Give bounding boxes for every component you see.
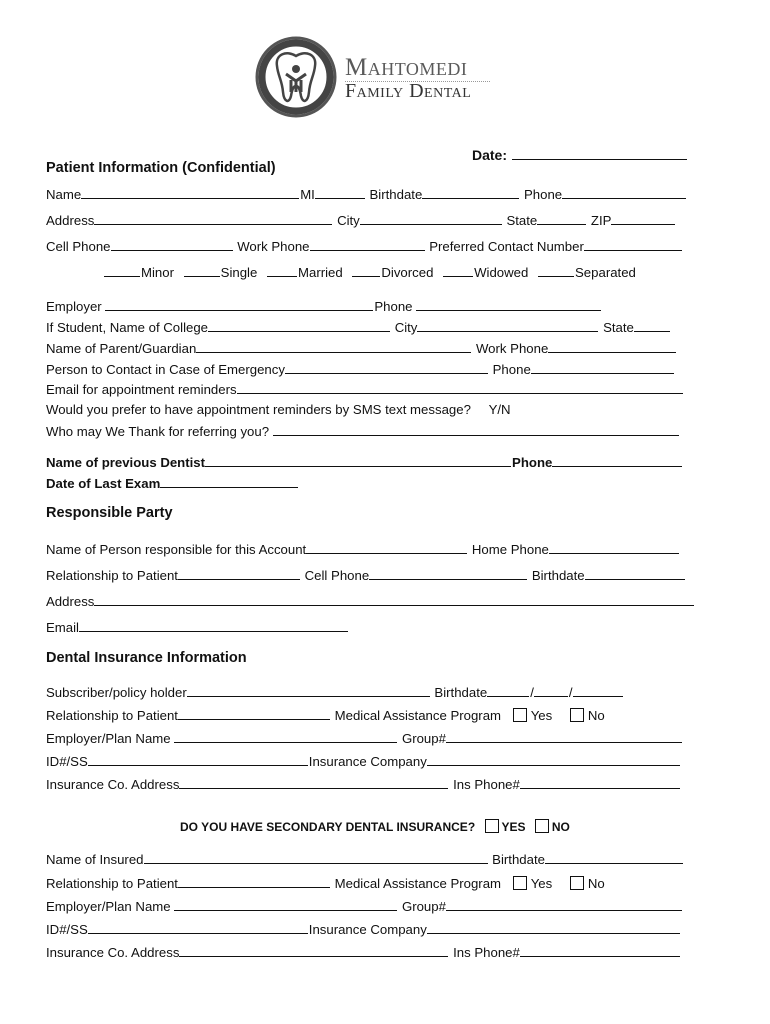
zip-label: ZIP [590,213,612,228]
section-title-responsible: Responsible Party [46,505,173,521]
sec-address-row [46,944,681,961]
sec-company-label: Insurance Company [308,922,427,937]
ins-employer-field[interactable] [174,730,397,743]
work-phone-field[interactable] [310,238,425,251]
last-exam-field[interactable] [160,475,298,488]
date-row [472,147,688,163]
sec-relationship-row [46,875,605,892]
secondary-no-label: NO [551,820,570,834]
resp-birthdate-field[interactable] [585,567,685,580]
parent-row [46,340,677,357]
sms-question: Would you prefer to have appointment reminders by SMS text message? [46,402,471,417]
minor-field[interactable] [104,264,140,277]
ins-medical-yes-checkbox[interactable] [513,708,527,722]
prev-dentist-phone-field[interactable] [552,454,682,467]
sec-employer-row [46,898,683,915]
resp-name-field[interactable] [306,541,467,554]
preferred-contact-label: Preferred Contact Number [429,239,584,254]
last-exam-label: Date of Last Exam [46,476,161,491]
ins-birth-year[interactable] [573,684,623,697]
widowed-field[interactable] [443,264,473,277]
employer-phone-field[interactable] [416,298,601,311]
college-state-label: State [603,320,634,335]
ins-birthdate-label: Birthdate [434,685,488,700]
sms-yn[interactable]: Y/N [488,402,511,417]
parent-label: Name of Parent/Guardian [46,341,197,356]
address-field[interactable] [94,212,332,225]
sec-id-label: ID#/SS [46,922,88,937]
resp-home-phone-field[interactable] [549,541,679,554]
patient-name-row [46,186,687,203]
state-label: State [506,213,538,228]
sec-phone-field[interactable] [520,944,680,957]
email-row [46,381,684,398]
parent-work-phone-label: Work Phone [475,341,549,356]
city-field[interactable] [360,212,502,225]
emergency-row [46,361,675,378]
resp-cell-phone-label: Cell Phone [304,568,370,583]
ins-address-row [46,776,681,793]
resp-relationship-label: Relationship to Patient [46,568,178,583]
ins-id-row [46,753,681,770]
divorced-label: Divorced [381,265,434,280]
secondary-yes-checkbox[interactable] [485,819,499,833]
email-field[interactable] [237,381,683,394]
sec-medical-no-label: No [587,876,605,891]
sec-medical-yes-checkbox[interactable] [513,876,527,890]
phone-field[interactable] [562,186,686,199]
referral-field[interactable] [273,423,679,436]
sec-relationship-label: Relationship to Patient [46,876,178,891]
last-exam-row [46,475,299,492]
college-city-field[interactable] [417,319,598,332]
tooth-family-logo [255,36,337,123]
parent-work-phone-field[interactable] [548,340,676,353]
resp-birthdate-label: Birthdate [531,568,585,583]
brand-name-line1: Mahtomedi [345,54,468,81]
cell-phone-label: Cell Phone [46,239,111,254]
cell-phone-field[interactable] [111,238,233,251]
mi-field[interactable] [315,186,365,199]
prev-dentist-field[interactable] [205,454,511,467]
date-label: Date: [472,147,508,163]
married-field[interactable] [267,264,297,277]
employer-field[interactable] [105,298,373,311]
sec-medical-label: Medical Assistance Program [334,876,502,891]
work-phone-label: Work Phone [237,239,310,254]
college-city-label: City [394,320,418,335]
ins-subscriber-row: Subscriber/policy holder Birthdate / / [46,684,624,701]
mi-label: MI [300,187,315,202]
ins-medical-yes-label: Yes [530,708,553,723]
ins-id-field[interactable] [88,753,308,766]
ins-company-field[interactable] [427,753,680,766]
email-label: Email for appointment reminders [46,382,237,397]
ins-relationship-field[interactable] [178,707,330,720]
resp-cell-phone-field[interactable] [369,567,527,580]
sec-group-field[interactable] [446,898,682,911]
city-label: City [337,213,360,228]
ins-employer-row [46,730,683,747]
sec-relationship-field[interactable] [178,875,330,888]
ins-medical-no-label: No [587,708,605,723]
sec-birthdate-label: Birthdate [492,852,545,867]
ins-employer-label: Employer/Plan Name [46,731,171,746]
sec-address-field[interactable] [179,944,448,957]
sec-group-label: Group# [401,899,446,914]
separated-label: Separated [575,265,636,280]
ins-relationship-row [46,707,605,724]
college-field[interactable] [208,319,390,332]
divorced-field[interactable] [352,264,380,277]
resp-email-field[interactable] [79,619,348,632]
brand-name-line2: Family Dental [345,80,472,102]
sec-id-row [46,921,681,938]
emergency-label: Person to Contact in Case of Emergency [46,362,285,377]
single-field[interactable] [184,264,220,277]
sec-insured-row [46,851,684,868]
ins-group-field[interactable] [446,730,682,743]
address-label: Address [46,213,95,228]
sec-phone-label: Ins Phone# [453,945,520,960]
resp-name-label: Name of Person responsible for this Account [46,542,307,557]
employer-phone-label: Phone [374,299,413,314]
referral-label: Who may We Thank for referring you? [46,424,270,439]
phone-label: Phone [523,187,563,202]
resp-address-label: Address [46,594,95,609]
resp-relationship-field[interactable] [178,567,300,580]
date-field[interactable] [512,147,687,160]
ins-phone-label: Ins Phone# [453,777,520,792]
college-state-field[interactable] [634,319,670,332]
minor-label: Minor [141,265,174,280]
ins-company-label: Insurance Company [308,754,427,769]
ins-address-label: Insurance Co. Address [46,777,180,792]
emergency-phone-label: Phone [492,362,531,377]
secondary-yes-label: YES [501,820,526,834]
ins-group-label: Group# [401,731,446,746]
sec-medical-no-checkbox[interactable] [570,876,584,890]
ins-relationship-label: Relationship to Patient [46,708,178,723]
sms-row [46,402,511,418]
secondary-question: DO YOU HAVE SECONDARY DENTAL INSURANCE? [180,820,476,834]
name-field[interactable] [81,186,299,199]
ins-birth-month[interactable] [487,684,529,697]
birthdate-label: Birthdate [369,187,423,202]
ins-birth-day[interactable] [534,684,568,697]
sec-address-label: Insurance Co. Address [46,945,180,960]
married-label: Married [298,265,343,280]
sec-id-field[interactable] [88,921,308,934]
state-field[interactable] [537,212,586,225]
preferred-contact-field[interactable] [584,238,682,251]
referral-row [46,423,680,440]
single-label: Single [220,265,258,280]
parent-field[interactable] [196,340,471,353]
ins-id-label: ID#/SS [46,754,88,769]
sec-birthdate-field[interactable] [545,851,683,864]
birthdate-field[interactable] [422,186,519,199]
sec-company-field[interactable] [427,921,680,934]
prev-dentist-phone-label: Phone [512,455,553,470]
ins-subscriber-field[interactable] [187,684,430,697]
student-row [46,319,671,336]
sec-medical-yes-label: Yes [530,876,553,891]
sec-employer-field[interactable] [174,898,397,911]
sec-insured-field[interactable] [144,851,488,864]
emergency-phone-field[interactable] [531,361,674,374]
employer-label: Employer [46,299,102,314]
resp-address-row [46,593,695,610]
widowed-label: Widowed [474,265,529,280]
sec-insured-label: Name of Insured [46,852,144,867]
resp-relationship-row [46,567,686,584]
name-label: Name [46,187,82,202]
secondary-question-row [180,819,570,835]
secondary-no-checkbox[interactable] [535,819,549,833]
separated-field[interactable] [538,264,574,277]
zip-field[interactable] [611,212,675,225]
prev-dentist-label: Name of previous Dentist [46,455,206,470]
section-title-patient: Patient Information (Confidential) [46,160,276,176]
emergency-field[interactable] [285,361,488,374]
sec-employer-label: Employer/Plan Name [46,899,171,914]
ins-medical-no-checkbox[interactable] [570,708,584,722]
marital-status-row [104,264,636,281]
employer-row [46,298,602,315]
section-title-insurance: Dental Insurance Information [46,650,247,666]
resp-name-row [46,541,680,558]
patient-phones-row [46,238,683,255]
prev-dentist-row [46,454,683,471]
student-label: If Student, Name of College [46,320,209,335]
ins-medical-label: Medical Assistance Program [334,708,502,723]
ins-phone-field[interactable] [520,776,680,789]
resp-address-field[interactable] [94,593,694,606]
resp-email-label: Email [46,620,79,635]
resp-email-row [46,619,349,636]
patient-address-row [46,212,676,229]
ins-subscriber-label: Subscriber/policy holder [46,685,187,700]
ins-address-field[interactable] [179,776,448,789]
resp-home-phone-label: Home Phone [471,542,549,557]
